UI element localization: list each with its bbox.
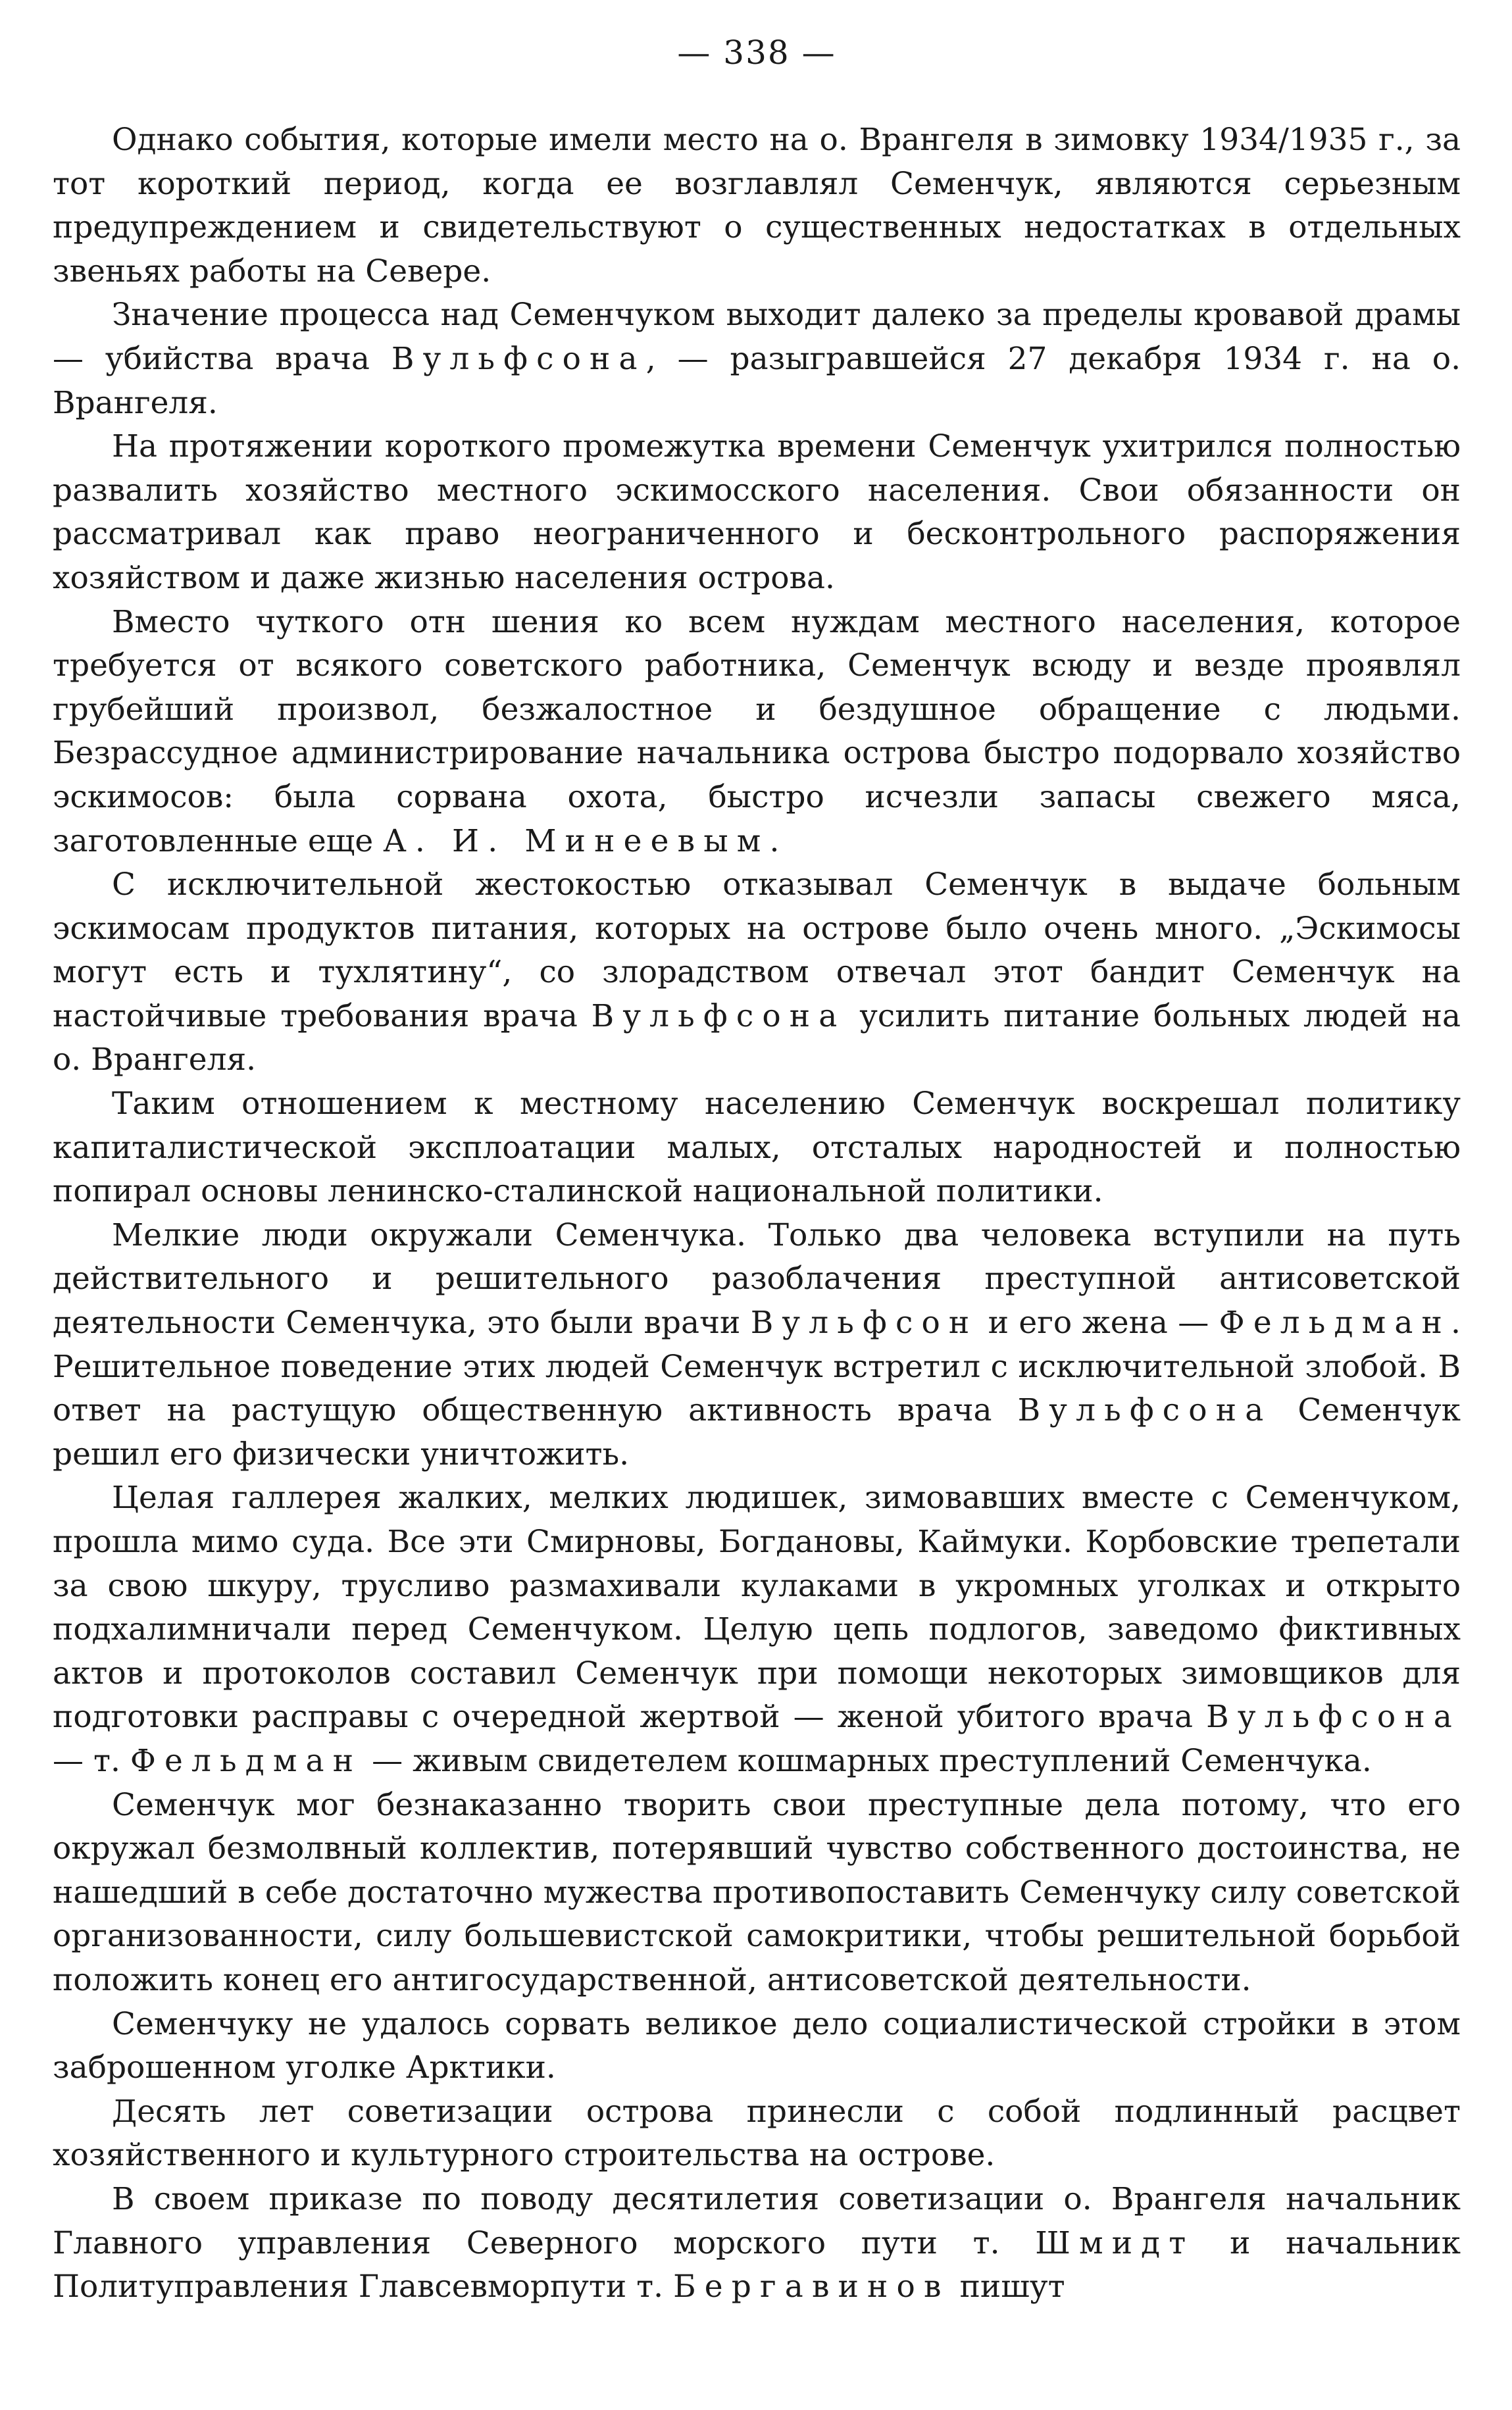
text-run: усилить питание больных людей на о. Врангеля.	[53, 997, 1461, 1078]
text-run: Семенчук решил его физически уничтожить.	[53, 1392, 1461, 1472]
document-page	[53, 26, 1461, 2388]
paragraph	[53, 1214, 1461, 1477]
paragraph	[53, 2003, 1461, 2090]
spaced-name: Вульфсона	[1017, 1392, 1273, 1429]
spaced-name: Вульфсона	[1206, 1699, 1461, 1736]
spaced-name: Вульфсона	[391, 340, 646, 377]
text-run: Мелкие люди окружали Семенчука. Только два человека вступили на путь действительного и решительного разоблачения преступной антисоветской деятельности Семенчука, это были врачи	[53, 1217, 1461, 1342]
paragraph	[53, 1082, 1461, 1214]
spaced-name: Шмидт	[1035, 2224, 1195, 2261]
paragraph	[53, 118, 1461, 293]
paragraph	[53, 2178, 1461, 2309]
paragraph	[53, 293, 1461, 425]
paragraph	[53, 1784, 1461, 2003]
text-run: и его жена —	[978, 1305, 1219, 1342]
text-run: Семенчук мог безнаказанно творить свои преступные дела потому, что его окружал безмолвный коллектив, потерявший чувство собственного достоинства, не нашедший в себе достаточно мужества противопоставить Семенчуку силу советской организованности, силу большевистской самокритики, чтобы решительной борьбой положить конец его антигосударственной, антисоветской деятельности.	[53, 1786, 1461, 1998]
paragraph	[53, 1476, 1461, 1783]
text-run: Целая галлерея жалких, мелких людишек, зимовавших вместе с Семенчуком, прошла мимо суда. Все эти Смирновы, Богдановы, Каймуки. Корбовские трепетали за свою шкуру, трусливо размахивали кулаками в укромных уголках и открыто подхалимничали перед Семенчуком. Целую цепь подлогов, заведомо фиктивных актов и протоколов составил Семенчук при помощи некоторых зимовщиков для подготовки расправы с очередной жертвой — женой убитого врача	[53, 1480, 1461, 1736]
text-run: Таким отношением к местному населению Семенчук воскрешал политику капиталистической эксплоатации малых, отсталых народностей и полностью попирал основы ленинско-сталинской национальной политики.	[53, 1086, 1461, 1210]
page-number: — 338 —	[677, 34, 836, 72]
spaced-name: А. И. Минеевым	[383, 822, 770, 859]
text-run: .	[769, 822, 780, 859]
paragraph	[53, 601, 1461, 864]
text-run: . Решительное поведение этих людей Семенчук встретил с исключительной злобой. В ответ на растущую общественную активность врача	[53, 1305, 1461, 1429]
spaced-name: Вульфсон	[750, 1305, 978, 1342]
text-run: , — разыгравшейся 27 декабря 1934 г. на о. Врангеля.	[53, 340, 1461, 421]
spaced-name: Бергавинов	[673, 2269, 950, 2305]
text-run: пишут	[949, 2269, 1065, 2305]
text-run: Однако события, которые имели место на о. Врангеля в зимовку 1934/1935 г., за тот короткий период, когда ее возглавлял Семенчук, являются серьезным предупреждением и свидетельствуют о существенных недостатках в отдельных звеньях работы на Севере.	[53, 122, 1461, 289]
text-run: Десять лет советизации острова принесли с собой подлинный расцвет хозяйственного и культурного строительства на острове.	[53, 2093, 1461, 2174]
text-run: Вместо чуткого отн шения ко всем нуждам местного населения, которое требуется от всякого советского работника, Семенчук всюду и везде проявлял грубейший произвол, безжалостное и бездушное обращение с людьми. Безрассудное администрирование начальника острова быстро подорвало хозяйство эскимосов: была сорвана охота, быстро исчезли запасы свежего мяса, заготовленные еще	[53, 603, 1461, 859]
spaced-name: Фельдман	[130, 1742, 363, 1779]
text-run: — т.	[53, 1742, 130, 1779]
paragraph	[53, 2090, 1461, 2178]
text-run: Семенчуку не удалось сорвать великое дело социалистической стройки в этом заброшенном уголке Арктики.	[53, 2005, 1461, 2086]
text-run: С исключительной жестокостью отказывал Семенчук в выдаче больным эскимосам продуктов питания, которых на острове было очень много. „Эскимосы могут есть и тухлятину“, со злорадством отвечал этот бандит Семенчук на настойчивые требования врача	[53, 866, 1461, 1034]
text-run: В своем приказе по поводу десятилетия советизации о. Врангеля начальник Главного управления Северного морского пути т.	[53, 2180, 1461, 2261]
text-run: и начальник Политуправления Главсевморпути т.	[53, 2224, 1461, 2305]
text-run: Значение процесса над Семенчуком выходит далеко за пределы кровавой драмы — убийства врача	[53, 297, 1461, 377]
paragraph	[53, 863, 1461, 1082]
body-text	[53, 118, 1461, 2309]
text-run: — живым свидетелем кошмарных преступлений Семенчука.	[362, 1742, 1372, 1779]
text-run: На протяжении короткого промежутка времени Семенчук ухитрился полностью развалить хозяйство местного эскимосского населения. Свои обязанности он рассматривал как право неограниченного и бесконтрольного распоряжения хозяйством и даже жизнью населения острова.	[53, 428, 1461, 596]
paragraph	[53, 425, 1461, 600]
spaced-name: Фельдман	[1219, 1305, 1451, 1342]
spaced-name: Вульфсона	[591, 997, 846, 1034]
